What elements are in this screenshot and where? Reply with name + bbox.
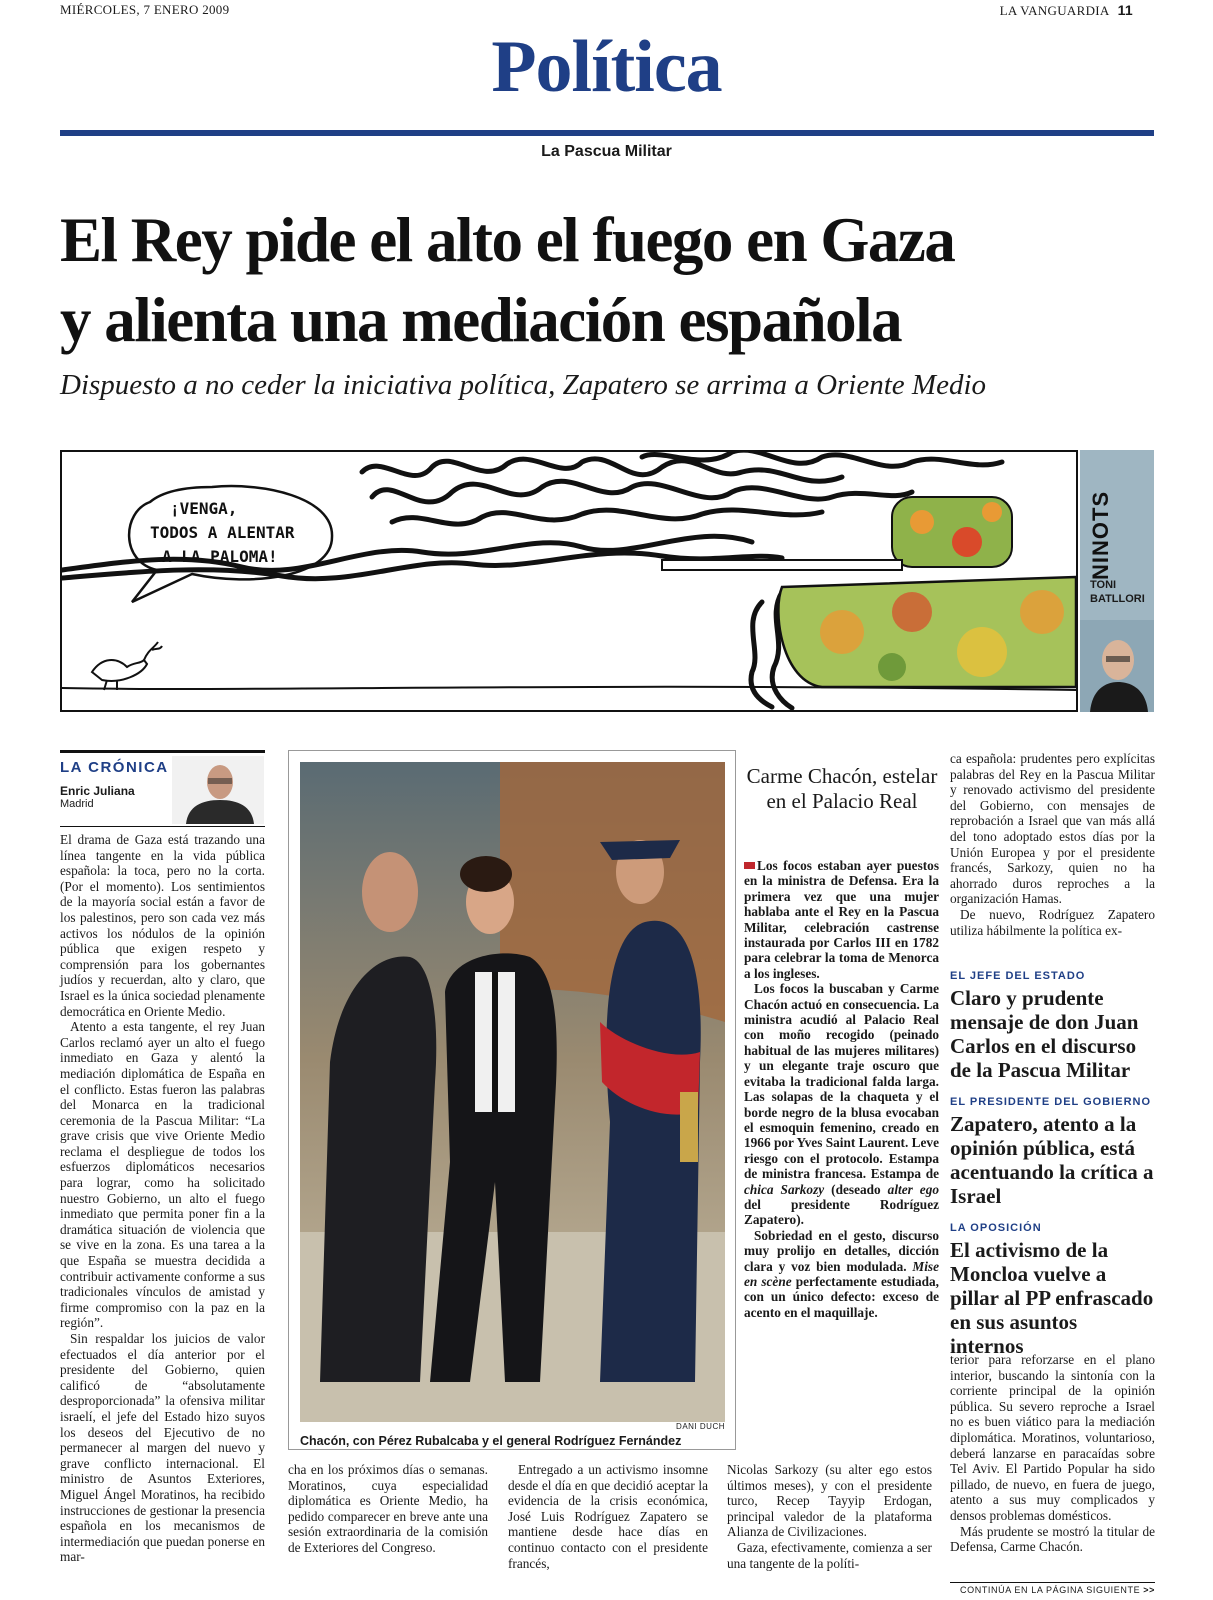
photo-image <box>300 762 725 1422</box>
page-date: MIÉRCOLES, 7 ENERO 2009 <box>60 2 230 17</box>
article-kicker: La Pascua Militar <box>541 143 672 160</box>
cartoon-strip <box>60 450 1078 712</box>
article-paragraph-col2: cha en los próximos días o semanas. Moratinos, cuya especialidad diplomática es Oriente Medio, ha pedido comparecer en breve ante una sesión extraordinaria de la comisión de Exteriores del Congreso. <box>288 1462 488 1555</box>
related-label-1: EL JEFE DEL ESTADO <box>950 970 1086 982</box>
article-paragraph-col5-4: Más prudente se mostró la titular de Defensa, Carme Chacón. <box>950 1523 1155 1555</box>
article-paragraph-col4-1: Nicolas Sarkozy (su alter ego estos últimos meses), y con el presidente turco, Recep Tayyip Erdogan, principal valedor de la plataforma Alianza de Civilizaciones. <box>727 1462 932 1540</box>
sidebar-title: Carme Chacón, estelar en el Palacio Real <box>746 764 938 813</box>
sidebar-paragraph-1-text: Los focos estaban ayer puestos en la ministra de Defensa. Era la primera vez que una mujer hablaba ante el Rey en la Pascua Militar, celebración castrense instaurada por Carlos III en 1782 para celebrar la toma de Menorca a los ingleses. <box>744 858 939 981</box>
subheadline: Dispuesto a no ceder la iniciativa política, Zapatero se arrima a Oriente Medio <box>60 369 987 401</box>
continued-text: CONTINÚA EN LA PÁGINA SIGUIENTE <box>960 1585 1141 1595</box>
photo-caption: Chacón, con Pérez Rubalcaba y el general Rodríguez Fernández <box>300 1434 682 1448</box>
cartoonist-photo <box>1080 620 1154 712</box>
sidebar-p2-italic-2: alter ego <box>887 1181 939 1197</box>
related-label-3: LA OPOSICIÓN <box>950 1222 1042 1234</box>
sidebar-paragraph-2 <box>744 981 939 1228</box>
newspaper-name: LA VANGUARDIA <box>999 3 1110 18</box>
article-column-1 <box>60 832 265 1565</box>
headline-line-1: El Rey pide el alto el fuego en Gaza <box>60 205 955 275</box>
ninots-column <box>1080 450 1154 712</box>
section-rule <box>60 130 1154 136</box>
ninots-title: NINOTS <box>1088 490 1113 580</box>
headline-line-2: y alienta una mediación española <box>60 285 902 355</box>
tank-icon <box>662 497 1076 687</box>
related-link-2[interactable]: Zapatero, atento a la opinión pública, está acentuando la crítica a Israel <box>950 1112 1154 1208</box>
page-number: 11 <box>1117 2 1133 18</box>
article-paragraph-1: El drama de Gaza está trazando una línea tangente en la vida pública española: la toca, pero no la corta. (Por el momento). Los sentimientos de la mayoría social están a favor de los palestinos, pero son cada vez más activos los nódulos de la opinión pública que exigen respeto y comprensión para los gobernantes judíos y recuerdan, alto y claro, que Israel es la única sociedad plenamente democrática en Oriente Medio. <box>60 832 265 1019</box>
related-link-3[interactable]: El activismo de la Moncloa vuelve a pillar al PP enfrascado en sus asuntos internos <box>950 1238 1154 1358</box>
news-photo <box>300 762 725 1422</box>
sidebar-p3-italic: Mise en scène <box>744 1258 939 1289</box>
sidebar-p3-a: Sobriedad en el gesto, discurso muy prolijo en detalles, dicción clara y voz bien modulada. <box>744 1227 939 1274</box>
speech-line-3: A LA PALOMA! <box>162 547 278 566</box>
cronica-divider <box>60 826 265 827</box>
sidebar-p2-a: Los focos la buscaban y Carme Chacón actuó en consecuencia. La ministra acudió al Palacio Real con moño recogido (peinado habitual de las mujeres militares) y un elegante traje oscuro que evitaba la tradicional falda larga. Las solapas de la chaqueta y el borde negro de la blusa evocaban el esmoquin femenino, creado en 1966 por Yves Saint Laurent. Leve riesgo con el protocolo. Estampa de ministra francesa. Estampa de <box>744 981 939 1182</box>
related-label-2: EL PRESIDENTE DEL GOBIERNO <box>950 1096 1152 1108</box>
red-bullet-icon <box>744 862 755 869</box>
sidebar-p2-c: del presidente Rodríguez Zapatero). <box>744 1196 939 1228</box>
double-chevron-icon: >> <box>1143 1585 1155 1595</box>
cronica-label: LA CRÓNICA <box>60 759 169 776</box>
article-column-2 <box>288 1462 488 1556</box>
sidebar-p3-b: perfectamente estudiada, con un único defecto: exceso de acento en el maquillaje. <box>744 1273 939 1320</box>
continued-link[interactable] <box>950 1582 1155 1595</box>
headline <box>60 200 1160 360</box>
related-link-1[interactable]: Claro y prudente mensaje de don Juan Carlos en el discurso de la Pascua Militar <box>950 986 1139 1082</box>
article-paragraph-col5-3: terior para reforzarse en el plano interior, buscando la sintonía con la corriente principal de la opinión pública. Su severo reproche a Israel no es buen viático para la mediación diplomática. Moratinos, voluntarioso, deberá lanzarse en paracaídas sobre Tel Aviv. El Partido Popular ha sido pillado, de nuevo, en fuera de juego, atento a sus muy complicados y densos problemas domésticos. <box>950 1352 1155 1523</box>
sidebar-p2-italic-1: chica Sarkozy <box>744 1181 825 1197</box>
newspaper-masthead <box>1000 2 1133 22</box>
article-paragraph-col5-2: De nuevo, Rodríguez Zapatero utiliza hábilmente la política ex- <box>950 906 1155 938</box>
speech-line-2: TODOS A ALENTAR <box>150 523 295 542</box>
sidebar-paragraph-3 <box>744 1228 939 1320</box>
article-column-3 <box>508 1462 708 1571</box>
sidebar-p2-b: (deseado <box>824 1181 888 1197</box>
author-photo <box>172 756 264 824</box>
author-name: Enric Juliana <box>60 784 135 798</box>
article-column-5-bottom <box>950 1352 1155 1555</box>
article-paragraph-col3: Entregado a un activismo insomne desde el día en que decidió aceptar la evidencia de la crisis económica, José Luis Rodríguez Zapatero se mantiene desde hace días en continuo contacto con el presidente francés, <box>508 1462 708 1571</box>
article-paragraph-3: Sin respaldar los juicios de valor efectuados el día anterior por el presidente del Gobierno, quien calificó de “absolutamente desproporcionada” la ofensiva militar israelí, el jefe del Estado hizo suyos los deseos del Ejecutivo de no permanecer al margen del nuevo y grave conflicto internacional. El ministro de Asuntos Exteriores, Miguel Ángel Moratinos, ha recibido instrucciones de gestionar la presencia española en los mecanismos de intermediación que puedan ponerse en mar- <box>60 1331 265 1565</box>
dove-icon <box>92 642 162 690</box>
cartoonist-first-name: TONI <box>1090 579 1117 591</box>
photo-credit: DANI DUCH <box>676 1422 725 1431</box>
article-column-5-top <box>950 751 1155 938</box>
cartoonist-last-name: BATLLORI <box>1090 593 1145 605</box>
sidebar-body <box>744 858 939 1320</box>
section-title: Política <box>491 26 722 108</box>
speech-line-1: ¡VENGA, <box>170 499 238 518</box>
article-column-4 <box>727 1462 932 1571</box>
article-paragraph-col5-1: ca española: prudentes pero explícitas palabras del Rey en la Pascua Militar y renovado activismo del presidente del Gobierno, con mensajes de reprobación a Israel que van más allá del tono adoptado estos días por la Unión Europea y por el presidente francés, Sarkozy, quien no ha ahorrado duros reproches a la organización Hamas. <box>950 751 1155 907</box>
cartoon-drawing <box>62 452 1076 710</box>
article-paragraph-col4-2: Gaza, efectivamente, comienza a ser una tangente de la políti- <box>727 1539 932 1571</box>
article-paragraph-2: Atento a esta tangente, el rey Juan Carlos reclamó ayer un alto el fuego inmediato en Gaza y alentó la mediación diplomática de España en el conflicto. Estas fueron las palabras del Monarca en la tradicional ceremonia de la Pascua Militar: “La grave crisis que vive Oriente Medio reclama el despliegue de todos los esfuerzos diplomáticos necesarios para lograr, como ha solicitado nuestro Gobierno, un alto el fuego inmediato que permita poner fin a la dramática situación de violencia que se vive en la zona. Es una tarea a la que España se muestra decidida a contribuir activamente conforme a sus tradicionales vínculos de amistad y firme compromiso con la paz en la región”. <box>60 1019 265 1331</box>
cartoonist-name <box>1090 578 1150 606</box>
sidebar-paragraph-1 <box>744 858 939 981</box>
related-stories <box>950 970 1155 1372</box>
author-location: Madrid <box>60 798 94 810</box>
